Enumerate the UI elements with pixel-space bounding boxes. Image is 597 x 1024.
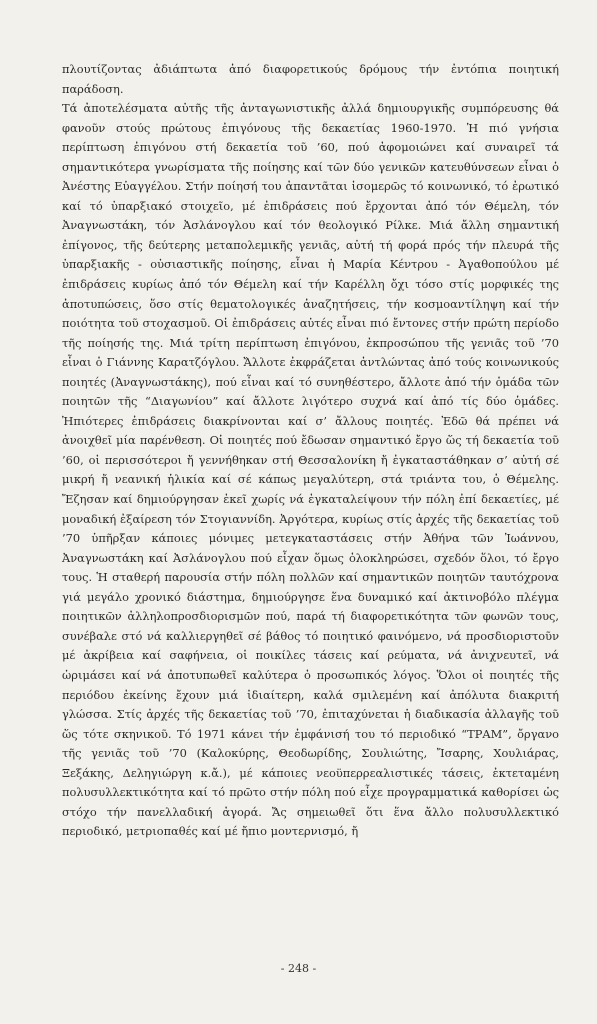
paragraph-continuation: πλουτίζοντας ἀδιάπτωτα ἀπό διαφορετικούς δρόμους τήν ἐντόπια ποιητική παράδοση. xyxy=(62,62,559,96)
page-number: - 248 - xyxy=(280,962,317,975)
body-text xyxy=(62,60,559,842)
paragraph-main: Τά ἀποτελέσματα αὐτῆς τῆς ἀνταγωνιστικῆς ἀλλά δημιουργικῆς συμπόρευσης θά φανοῦν στούς πρώτους ἐπιγόνους τῆς δεκαετίας 1960-1970. Ἡ πιό γνήσια περίπτωση ἐπιγόνου στή δεκαετία τοῦ ’60, πού ἀφομοιώνει καί συναιρεῖ τά σημαντικότερα γνωρίσματα τῆς ποίησης καί τῶν δύο γενικῶν κατευθύνσεων εἶναι ὁ Ἀνέστης Εὐαγγέλου. Στήν ποίησή του ἀπαντᾶται ἰσομερῶς τό κοινωνικό, τό ἐρωτικό καί τό ὑπαρξιακό στοιχεῖο, μέ ἐπιδράσεις πού ἔρχονται ἀπό τόν Θέμελη, τόν Ἀναγνωστάκη, τόν Ἀσλάνογλου καί τόν θεολογικό Ρίλκε. Μιά ἄλλη σημαντική ἐπίγονος, τῆς δεύτερης μεταπολεμικῆς γενιᾶς, αὐτή τή φορά πρός τήν πλευρά τῆς ὑπαρξιακῆς - οὐσιαστικῆς ποίησης, εἶναι ἡ Μαρία Κέντρου - Ἀγαθοπούλου μέ ἐπιδράσεις κυρίως ἀπό τόν Θέμελη καί τήν Καρέλλη ὄχι τόσο στίς μορφικές της ἀποτυπώσεις, ὅσο στίς θεματολογικές ἀναζητήσεις, τήν κοσμοαντίληψη καί τήν ποιότητα τοῦ στοχασμοῦ. Οἱ ἐπιδράσεις αὐτές εἶναι πιό ἔντονες στήν πρώτη περίοδο τῆς ποίησής της. Μιά τρίτη περίπτωση ἐπιγόνου, ἐκπροσώπου τῆς γενιᾶς τοῦ ’70 εἶναι ὁ Γιάννης Καρατζόγλου. Ἄλλοτε ἐκφράζεται ἀντλώντας ἀπό τούς κοινωνικούς ποιητές (Ἀναγνωστάκης), πού εἶναι καί τό συνηθέστερο, ἄλλοτε ἀπό τήν ὁμάδα τῶν ποιητῶν τῆς “Διαγωνίου” καί ἄλλοτε λιγότερο συχνά καί ἀπό τίς δύο ὁμάδες. Ἠπιότερες ἐπιδράσεις διακρίνονται καί σ’ ἄλλους ποιητές. Ἐδῶ θά πρέπει νά ἀνοιχθεῖ μία παρένθεση. Οἱ ποιητές πού ἔδωσαν σημαντικό ἔργο ὥς τή δεκαετία τοῦ ’60, οἱ περισσότεροι ἤ γεννήθηκαν στή Θεσσαλονίκη ἤ ἐγκαταστάθηκαν σ’ αὐτή σέ μικρή ἤ νεανική ἡλικία καί σέ κάπως μεγαλύτερη, στά τριάντα του, ὁ Θέμελης. Ἔζησαν καί δημιούργησαν ἐκεῖ χωρίς νά ἐγκαταλείψουν τήν πόλη ἐπί δεκαετίες, μέ μοναδική ἐξαίρεση τόν Στογιαννίδη. Ἀργότερα, κυρίως στίς ἀρχές τῆς δεκαετίας τοῦ ’70 ὑπῆρξαν κάποιες μόνιμες μετεγκαταστάσεις στήν Ἀθήνα τῶν Ἰωάννου, Ἀναγνωστάκη καί Ἀσλάνογλου πού εἶχαν ὅμως ὁλοκληρώσει, σχεδόν ὅλοι, τό ἔργο τους. Ἡ σταθερή παρουσία στήν πόλη πολλῶν καί σημαντικῶν ποιητῶν ταυτόχρονα γιά μεγάλο χρονικό διάστημα, δημιούργησε ἕνα δυναμικό καί ἀκτινοβόλο πλέγμα ποιητικῶν ἀλληλοπροσδιορισμῶν πού, παρά τή διαφορετικότητα τῶν φωνῶν τους, συνέβαλε στό νά καλλιεργηθεῖ σέ βάθος τό ποιητικό φαινόμενο, νά προσδιοριστοῦν μέ ἀκρίβεια καί σαφήνεια, οἱ ποικίλες τάσεις καί ρεύματα, νά ἀνιχνευτεῖ, νά ὡριμάσει καί νά ἀποτυπωθεῖ καλύτερα ὁ προσωπικός λόγος. Ὅλοι οἱ ποιητές τῆς περιόδου ἐκείνης ἔχουν μιά ἰδιαίτερη, καλά σμιλεμένη καί ἀπόλυτα διακριτή γλώσσα. Στίς ἀρχές τῆς δεκαετίας τοῦ ’70, ἐπιταχύνεται ἡ διαδικασία ἀλλαγῆς τοῦ ὥς τότε σκηνικοῦ. Τό 1971 κάνει τήν ἐμφάνισή του τό περιοδικό “ΤΡΑΜ”, ὄργανο τῆς γενιᾶς τοῦ ’70 (Καλοκύρης, Θεοδωρίδης, Σουλιώτης, Ἴσαρης, Χουλιάρας, Ξεξάκης, Δεληγιώργη κ.ἄ.), μέ κάποιες νεοϋπερρεαλιστικές τάσεις, ἐκτεταμένη πολυσυλλεκτικότητα καί τό πρῶτο στήν πόλη πού εἶχε προγραμματικά καθορίσει ὡς στόχο τήν πανελλαδική ἀγορά. Ἄς σημειωθεῖ ὅτι ἕνα ἄλλο πολυσυλλεκτικό περιοδικό, μετριοπαθές καί μέ ἤπιο μοντερνισμό, ἤ xyxy=(62,101,559,839)
